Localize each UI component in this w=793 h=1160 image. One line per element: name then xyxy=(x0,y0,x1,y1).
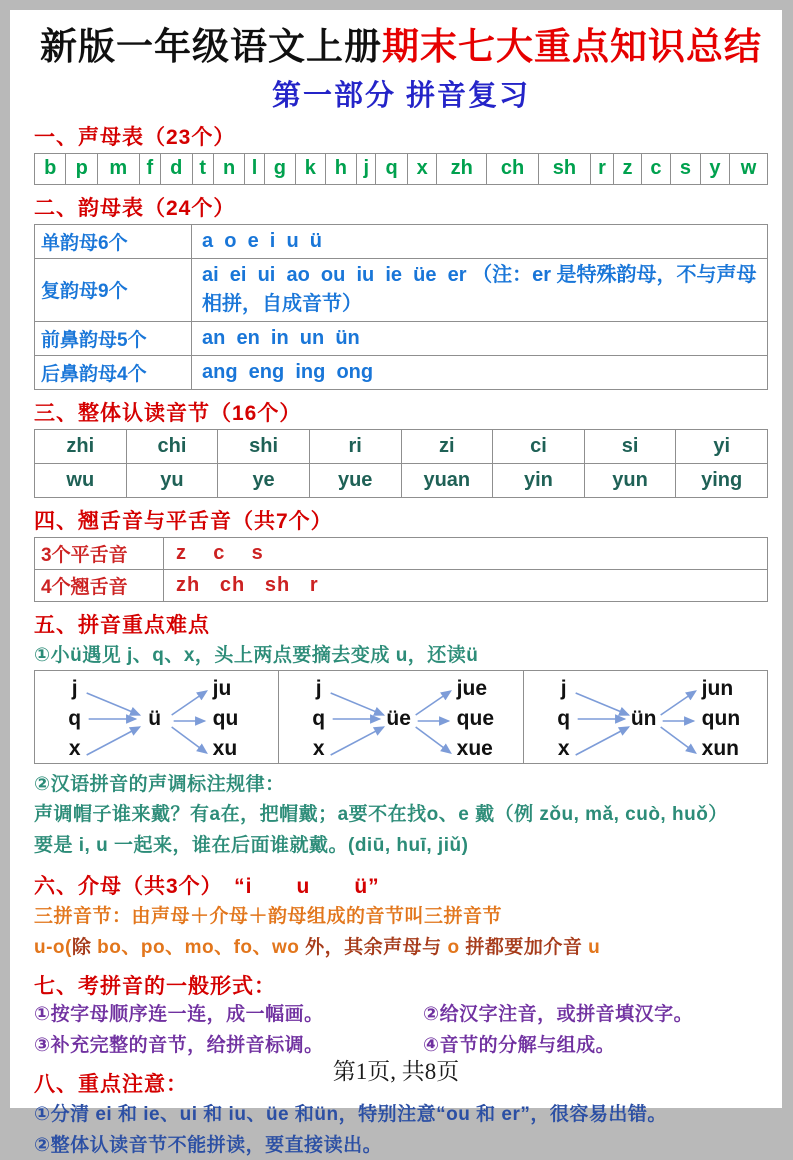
svg-text:ju: ju xyxy=(212,676,232,700)
u-umlaut-rule-note: ①小ü遇见 j、q、x，头上两点要摘去变成 u，还读ü xyxy=(34,644,479,666)
syllable-cell: ying xyxy=(676,463,768,497)
document-page xyxy=(10,10,782,1157)
tone-rule-line1: 声调帽子谁来戴？有a在，把帽戴；a要不在找o、e 戴（例 zǒu, mǎ, cuò, huǒ） xyxy=(34,804,728,826)
finals-row xyxy=(35,355,768,389)
initial-cell: zh xyxy=(437,153,487,184)
section6-heading: 六、介母（共3个） “i u ü” xyxy=(34,875,380,899)
svg-text:üe: üe xyxy=(386,706,412,730)
jqx-diagram-cell xyxy=(523,670,767,763)
initials-row xyxy=(35,153,768,184)
uo-rule-segment: 外，其余声母与 xyxy=(299,937,448,959)
initial-cell: j xyxy=(357,153,376,184)
jqx-diagram-row xyxy=(35,670,768,763)
uo-rule-segment: bo、po、mo、fo、wo xyxy=(97,937,300,959)
jqx-diagram-table xyxy=(34,670,768,764)
page-subtitle: 第一部分 拼音复习 xyxy=(271,79,531,112)
syllable-cell: ri xyxy=(309,429,401,463)
initial-cell: n xyxy=(213,153,244,184)
initial-cell: r xyxy=(590,153,613,184)
finals-row-content: ang eng ing ong xyxy=(192,355,768,389)
syllable-row xyxy=(35,429,768,463)
initial-cell: p xyxy=(66,153,97,184)
initial-cell: sh xyxy=(539,153,591,184)
syllable-row xyxy=(35,463,768,497)
svg-text:que: que xyxy=(456,706,495,730)
tongue-row-content: zh ch sh r xyxy=(164,569,768,601)
finals-table xyxy=(34,224,768,390)
initial-cell: q xyxy=(376,153,407,184)
svg-text:ü: ü xyxy=(148,706,162,730)
title-part-black: 新版一年级语文上册 xyxy=(40,26,382,67)
section7-heading: 七、考拼音的一般形式： xyxy=(34,975,276,999)
uo-rule-segment: 拼都要加介音 xyxy=(459,937,589,959)
tone-rule-line2: 要是 i, u 一起来，谁在后面谁就戴。(diū, huī, jiǔ) xyxy=(34,835,469,857)
initial-cell: s xyxy=(671,153,700,184)
uo-rule-segment: u xyxy=(588,937,601,959)
initial-cell: z xyxy=(614,153,641,184)
section1-heading: 一、声母表（23个） xyxy=(34,125,236,149)
finals-row xyxy=(35,321,768,355)
syllable-cell: si xyxy=(584,429,676,463)
tongue-row-content: z c s xyxy=(164,537,768,569)
svg-text:jue: jue xyxy=(456,676,488,700)
initial-cell: g xyxy=(264,153,295,184)
initial-cell: d xyxy=(161,153,192,184)
jqx-diagram-svg xyxy=(35,671,278,763)
section2-heading: 二、韵母表（24个） xyxy=(34,196,236,220)
svg-text:x: x xyxy=(557,736,570,760)
uo-rule-note xyxy=(34,935,768,962)
uo-rule-segment: 除 xyxy=(71,937,98,959)
whole-syllables-body xyxy=(35,429,768,497)
syllable-cell: yue xyxy=(309,463,401,497)
jqx-diagram-svg xyxy=(524,671,767,763)
tongue-row xyxy=(35,537,768,569)
initial-cell: h xyxy=(325,153,356,184)
exam-form-item: ③补充完整的音节，给拼音标调。 xyxy=(34,1035,324,1057)
finals-row-label: 后鼻韵母4个 xyxy=(35,355,192,389)
uo-rule-segment: u-o( xyxy=(34,937,72,959)
initial-cell: l xyxy=(245,153,264,184)
syllable-cell: wu xyxy=(35,463,127,497)
document-content xyxy=(10,10,782,1160)
svg-text:q: q xyxy=(312,706,326,730)
exam-form-item: ①按字母顺序连一连，成一幅画。 xyxy=(34,1004,324,1026)
key-note-item: ②整体认读音节不能拼读，要直接读出。 xyxy=(34,1135,383,1157)
key-notes-list xyxy=(34,1102,768,1160)
title-part-red: 期末七大重点知识总结 xyxy=(382,26,762,67)
svg-text:jun: jun xyxy=(701,676,733,700)
syllable-cell: yin xyxy=(493,463,585,497)
svg-text:x: x xyxy=(313,736,325,760)
finals-row-label: 前鼻韵母5个 xyxy=(35,321,192,355)
initial-cell: m xyxy=(97,153,139,184)
svg-text:xue: xue xyxy=(456,736,494,760)
finals-row xyxy=(35,224,768,258)
syllable-cell: ye xyxy=(218,463,310,497)
initial-cell: w xyxy=(730,153,768,184)
svg-text:x: x xyxy=(68,736,81,760)
section8-heading: 八、重点注意： xyxy=(34,1073,188,1097)
finals-row xyxy=(35,258,768,321)
svg-text:ün: ün xyxy=(630,706,657,730)
jqx-diagram-cell xyxy=(35,670,279,763)
exam-form-item: ②给汉字注音，或拼音填汉字。 xyxy=(423,1004,694,1026)
syllable-cell: zhi xyxy=(35,429,127,463)
initial-cell: y xyxy=(700,153,729,184)
syllable-cell: yu xyxy=(126,463,218,497)
initial-cell: ch xyxy=(487,153,539,184)
initial-cell: t xyxy=(192,153,213,184)
svg-text:q: q xyxy=(68,706,82,730)
initials-table xyxy=(34,153,768,185)
initial-cell: c xyxy=(641,153,670,184)
finals-row-content: a o e i u ü xyxy=(192,224,768,258)
section5-heading: 五、拼音重点难点 xyxy=(34,613,210,637)
svg-text:qu: qu xyxy=(212,706,239,730)
svg-text:j: j xyxy=(71,676,78,700)
uo-rule-segment: o xyxy=(447,937,460,959)
finals-table-body xyxy=(35,224,768,389)
whole-syllables-table xyxy=(34,429,768,498)
svg-text:xu: xu xyxy=(212,736,238,760)
syllable-cell: yuan xyxy=(401,463,493,497)
tone-rule-heading: ②汉语拼音的声调标注规律： xyxy=(34,773,285,795)
initial-cell: k xyxy=(296,153,325,184)
svg-text:j: j xyxy=(316,676,322,700)
tongue-row xyxy=(35,569,768,601)
svg-text:qun: qun xyxy=(701,706,740,730)
syllable-cell: yun xyxy=(584,463,676,497)
section4-heading: 四、翘舌音与平舌音（共7个） xyxy=(34,509,333,533)
tongue-sounds-body xyxy=(35,537,768,601)
section3-heading: 三、整体认读音节（16个） xyxy=(34,401,302,425)
tongue-sounds-table xyxy=(34,537,768,602)
page-title xyxy=(34,26,768,69)
syllable-cell: chi xyxy=(126,429,218,463)
syllable-cell: zi xyxy=(401,429,493,463)
three-pinyin-note: 三拼音节：由声母＋介母＋韵母组成的音节叫三拼音节 xyxy=(34,906,503,928)
finals-row-content: an en in un ün xyxy=(192,321,768,355)
tongue-row-label: 4个翘舌音 xyxy=(35,569,164,601)
initial-cell: f xyxy=(139,153,160,184)
jqx-diagram-cell xyxy=(279,670,523,763)
svg-text:j: j xyxy=(560,676,567,700)
finals-row-content: ai ei ui ao ou iu ie üe er （注：er 是特殊韵母，不与声母相拼，自成音节） xyxy=(192,258,768,321)
key-note-item: ①分清 ei 和 ie、ui 和 iu、üe 和ün，特别注意“ou 和 er”，很容易出错。 xyxy=(34,1104,667,1126)
syllable-cell: ci xyxy=(493,429,585,463)
tongue-row-label: 3个平舌音 xyxy=(35,537,164,569)
syllable-cell: yi xyxy=(676,429,768,463)
finals-row-label: 单韵母6个 xyxy=(35,224,192,258)
exam-forms-list xyxy=(34,1002,768,1060)
svg-text:xun: xun xyxy=(701,736,739,760)
jqx-diagram-svg xyxy=(279,671,522,763)
syllable-cell: shi xyxy=(218,429,310,463)
initial-cell: b xyxy=(35,153,66,184)
finals-row-label: 复韵母9个 xyxy=(35,258,192,321)
page-number: 第1页, 共8页 xyxy=(332,1059,460,1084)
initial-cell: x xyxy=(407,153,436,184)
svg-text:q: q xyxy=(556,706,570,730)
exam-form-item: ④音节的分解与组成。 xyxy=(423,1035,616,1057)
